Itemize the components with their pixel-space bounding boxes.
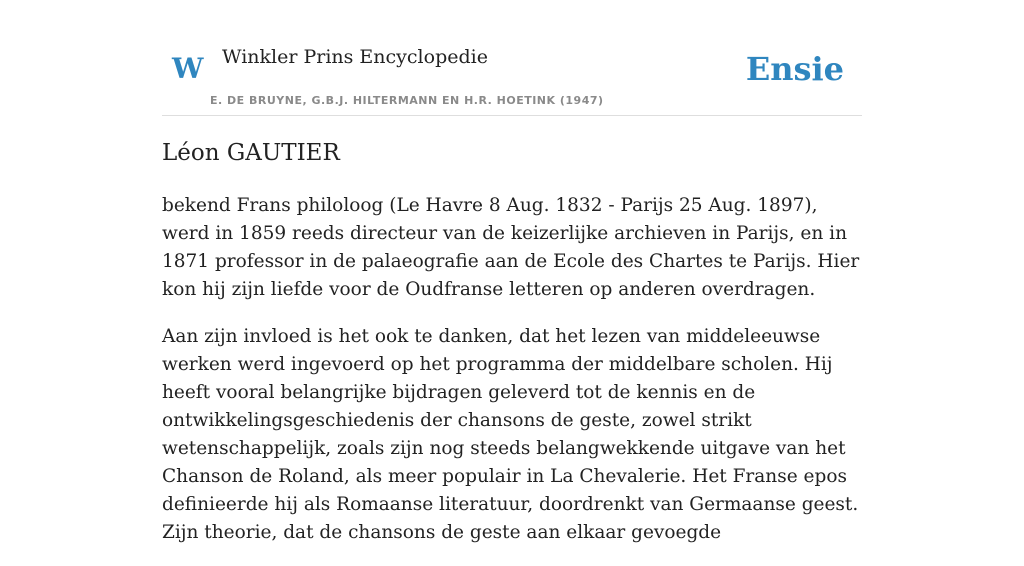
book-title[interactable]: Winkler Prins Encyclopedie: [222, 46, 488, 68]
article-body: [162, 192, 862, 566]
article-paragraph-2: Aan zijn invloed is het ook te danken, dat het lezen van middeleeuwse werken werd ingevoerd op het programma der middelbare scholen. Hij heeft vooral belangrijke bijdragen geleverd tot de kennis en de ontwikkelingsgeschiedenis der chansons de geste, zowel strikt wetenschappelijk, zoals zijn nog steeds belangwekkende uitgave van het Chanson de Roland, als meer populair in La Chevalerie. Het Franse epos definieerde hij als Romaanse literatuur, doordrenkt van Germaanse geest. Zijn theorie, dat de chansons de geste aan elkaar gevoegde: [162, 326, 859, 543]
article-title: Léon GAUTIER: [162, 140, 340, 166]
winkler-prins-logo[interactable]: W: [172, 52, 204, 85]
book-authors: E. DE BRUYNE, G.B.J. HILTERMANN EN H.R. HOETINK (1947): [210, 94, 604, 107]
header: [162, 40, 862, 116]
article-paragraph-1: bekend Frans philoloog (Le Havre 8 Aug. 1832 - Parijs 25 Aug. 1897), werd in 1859 reeds directeur van de keizerlijke archieven in Parijs, en in 1871 professor in de palaeografie aan de Ecole des Chartes te Parijs. Hier kon hij zijn liefde voor de Oudfranse letteren op anderen overdragen.: [162, 195, 860, 300]
ensie-logo[interactable]: Ensie: [745, 50, 844, 88]
